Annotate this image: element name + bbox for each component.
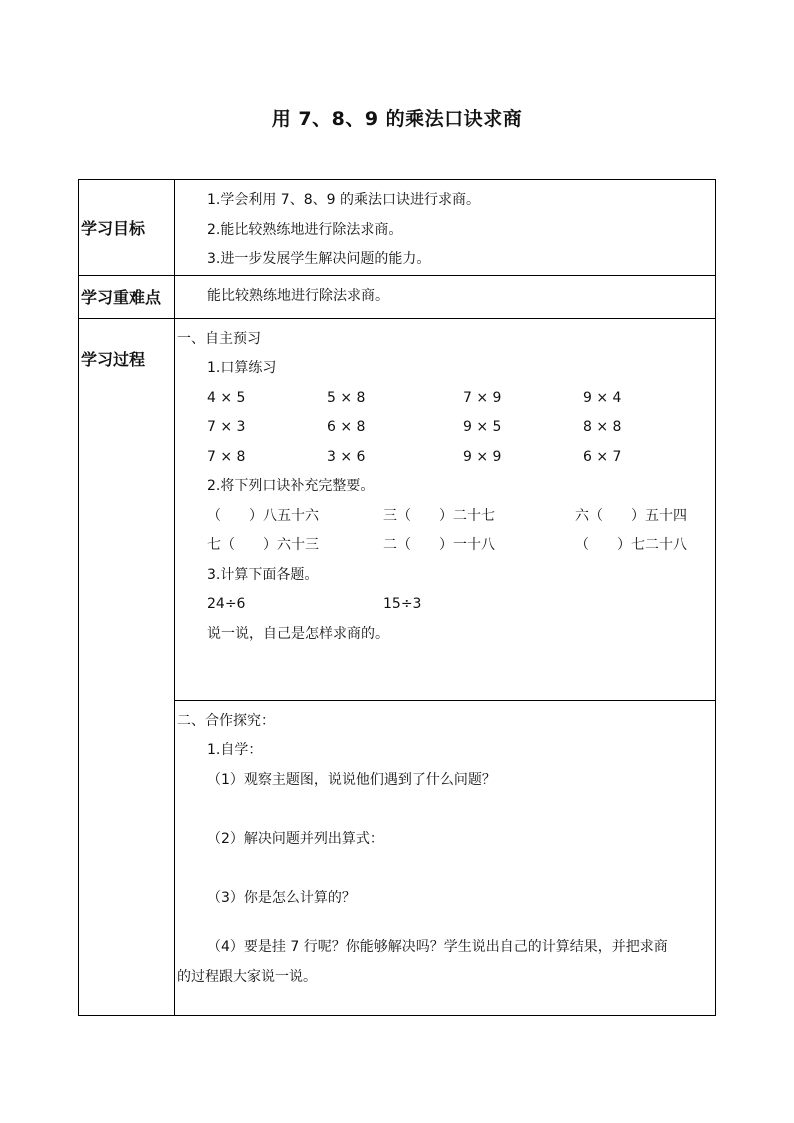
key-points-row [79, 275, 716, 318]
goal-item: 3.进一步发展学生解决问题的能力。 [207, 251, 431, 267]
preview-cell [175, 318, 716, 700]
process-label [79, 318, 175, 1015]
fill-item: 二（ ）一十八 [383, 537, 495, 553]
oral-item: 7 × 3 [207, 419, 246, 435]
fill-item: （ ）七二十八 [575, 537, 687, 553]
fill-item: （ ）八五十六 [207, 507, 319, 524]
goals-label: 学习目标 [79, 180, 175, 276]
fill-row [175, 531, 715, 561]
page-title: 用 7、8、9 的乘法口诀求商 [271, 108, 523, 130]
question-1: （1）观察主题图，说说他们遇到了什么问题？ [207, 771, 496, 788]
question-2: （2）解决问题并列出算式： [207, 830, 384, 847]
oral-item: 8 × 8 [583, 419, 622, 435]
say-prompt: 说一说，自己是怎样求商的。 [207, 625, 389, 642]
question-4-line1: （4）要是挂 7 行呢？你能够解决吗？学生说出自己的计算结果，并把求商 [207, 939, 668, 955]
goals-cell [175, 180, 716, 276]
explore-row [79, 700, 716, 1015]
oral-row [175, 384, 715, 414]
self-study-title: 1.自学： [207, 742, 263, 758]
goal-item: 1.学会利用 7、8、9 的乘法口诀进行求商。 [207, 192, 480, 208]
oral-title: 1.口算练习 [207, 360, 277, 376]
oral-item: 9 × 5 [463, 419, 502, 435]
goals-row [79, 180, 716, 276]
fill-item: 六（ ）五十四 [575, 507, 687, 524]
key-points-label: 学习重难点 [79, 275, 175, 318]
question-3: （3）你是怎么计算的？ [207, 889, 356, 906]
oral-item: 6 × 7 [583, 448, 622, 465]
process-label-text: 学习过程 [81, 349, 146, 369]
preview-heading: 一、自主预习 [177, 330, 261, 347]
oral-row [175, 443, 715, 473]
explore-heading: 二、合作探究： [177, 712, 275, 729]
oral-item: 9 × 4 [583, 389, 622, 406]
oral-item: 9 × 9 [463, 448, 502, 465]
oral-item: 7 × 8 [207, 448, 246, 465]
calc-item: 24÷6 [207, 596, 246, 612]
lesson-table [78, 179, 716, 1016]
fill-item: 三（ ）二十七 [383, 507, 495, 524]
oral-item: 4 × 5 [207, 389, 246, 406]
oral-row [175, 413, 715, 443]
preview-row [79, 318, 716, 700]
question-4-line2: 的过程跟大家说一说。 [177, 968, 317, 985]
fill-row [175, 502, 715, 532]
oral-item: 3 × 6 [327, 448, 366, 465]
fill-item: 七（ ）六十三 [207, 537, 319, 553]
calc-item: 15÷3 [383, 596, 422, 612]
oral-item: 7 × 9 [463, 389, 502, 406]
goal-item: 2.能比较熟练地进行除法求商。 [207, 221, 403, 238]
key-points-cell [175, 275, 716, 318]
fill-title: 2.将下列口诀补充完整要。 [207, 478, 375, 494]
calc-row [175, 590, 715, 620]
explore-cell [175, 700, 716, 1015]
key-points-text: 能比较熟练地进行除法求商。 [207, 287, 389, 304]
oral-item: 6 × 8 [327, 419, 366, 435]
oral-item: 5 × 8 [327, 389, 366, 406]
calc-title: 3.计算下面各题。 [207, 566, 319, 583]
